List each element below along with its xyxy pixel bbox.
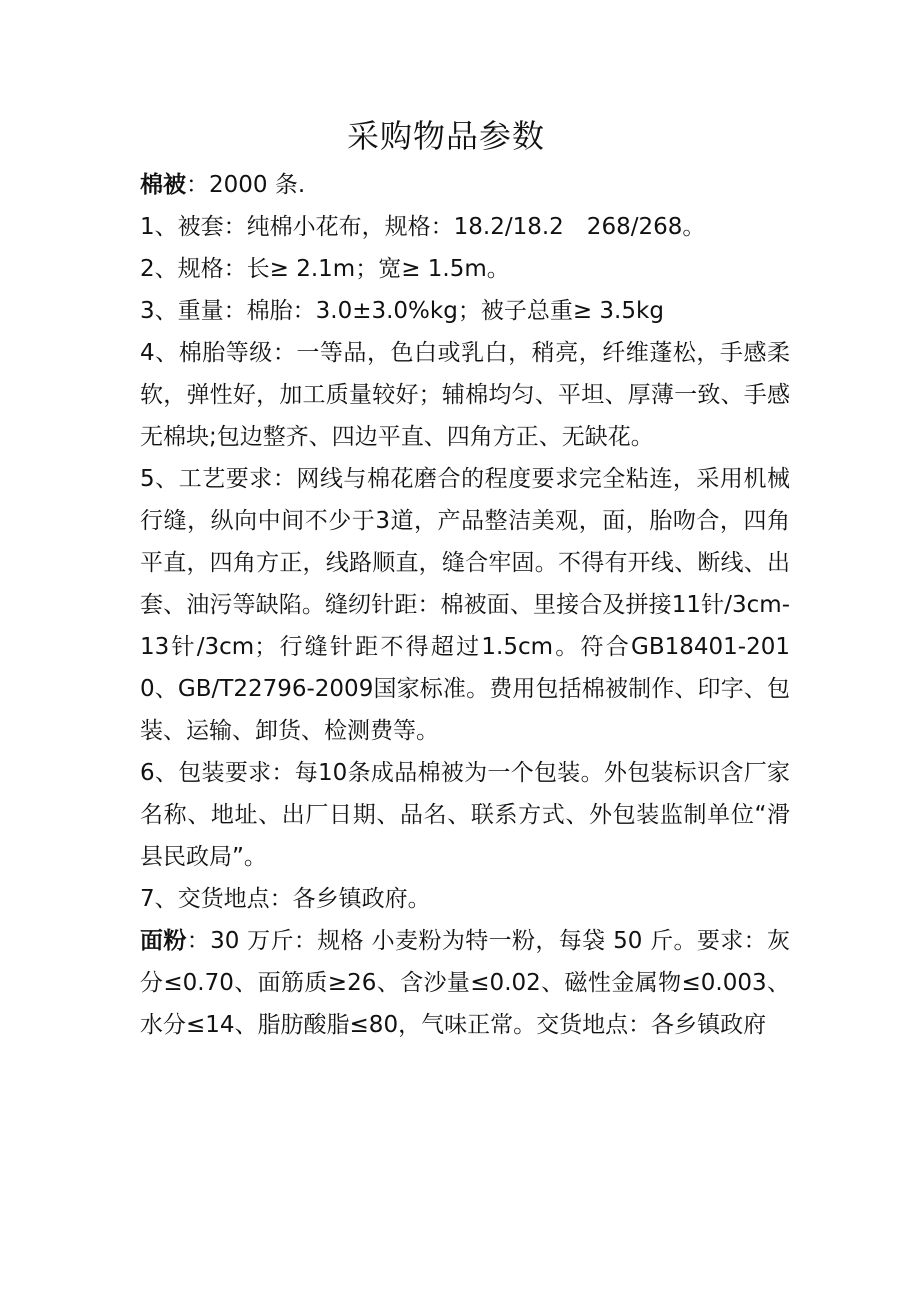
flour-label: 面粉 — [140, 928, 187, 954]
document-body — [140, 164, 790, 1046]
quilt-item-6: 6、包装要求：每10条成品棉被为一个包装。外包装标识含厂家名称、地址、出厂日期、品名、联系方式、外包装监制单位“滑县民政局”。 — [140, 760, 790, 870]
flour-paragraph — [140, 920, 790, 1046]
document-title: 采购物品参数 — [346, 117, 545, 155]
quilt-item-3: 3、重量：棉胎：3.0±3.0%kg；被子总重≥ 3.5kg — [140, 298, 664, 324]
quilt-item-2: 2、规格：长≥ 2.1m；宽≥ 1.5m。 — [140, 256, 510, 282]
quilt-item-4: 4、棉胎等级：一等品，色白或乳白，稍亮，纤维蓬松，手感柔软，弹性好，加工质量较好；辅棉均匀、平坦、厚薄一致、手感无棉块;包边整齐、四边平直、四角方正、无缺花。 — [140, 340, 790, 450]
quilt-item-7: 7、交货地点：各乡镇政府。 — [140, 886, 431, 912]
quilt-label: 棉被 — [140, 172, 186, 198]
flour-text: ：30 万斤：规格 小麦粉为特一粉，每袋 50 斤。要求：灰分≤0.70、面筋质≥26、含沙量≤0.02、磁性金属物≤0.003、水分≤14、脂肪酸脂≤80，气味正常。交货地点：各乡镇政府 — [140, 928, 791, 1038]
quilt-item-5: 5、工艺要求：网线与棉花磨合的程度要求完全粘连，采用机械行缝，纵向中间不少于3道，产品整洁美观，面，胎吻合，四角平直，四角方正，线路顺直，缝合牢固。不得有开线、断线、出套、油污等缺陷。缝纫针距：棉被面、里接合及拼接11针/3cm-13针/3cm；行缝针距不得超过1.5cm。符合GB18401-2010、GB/T22796-2009国家标准。费用包括棉被制作、印字、包装、运输、卸货、检测费等。 — [140, 466, 790, 744]
quilt-item-1: 1、被套：纯棉小花布，规格：18.2/18.2 268/268。 — [140, 214, 706, 240]
quilt-heading — [140, 164, 790, 206]
quilt-quantity: ：2000 条. — [186, 172, 306, 198]
